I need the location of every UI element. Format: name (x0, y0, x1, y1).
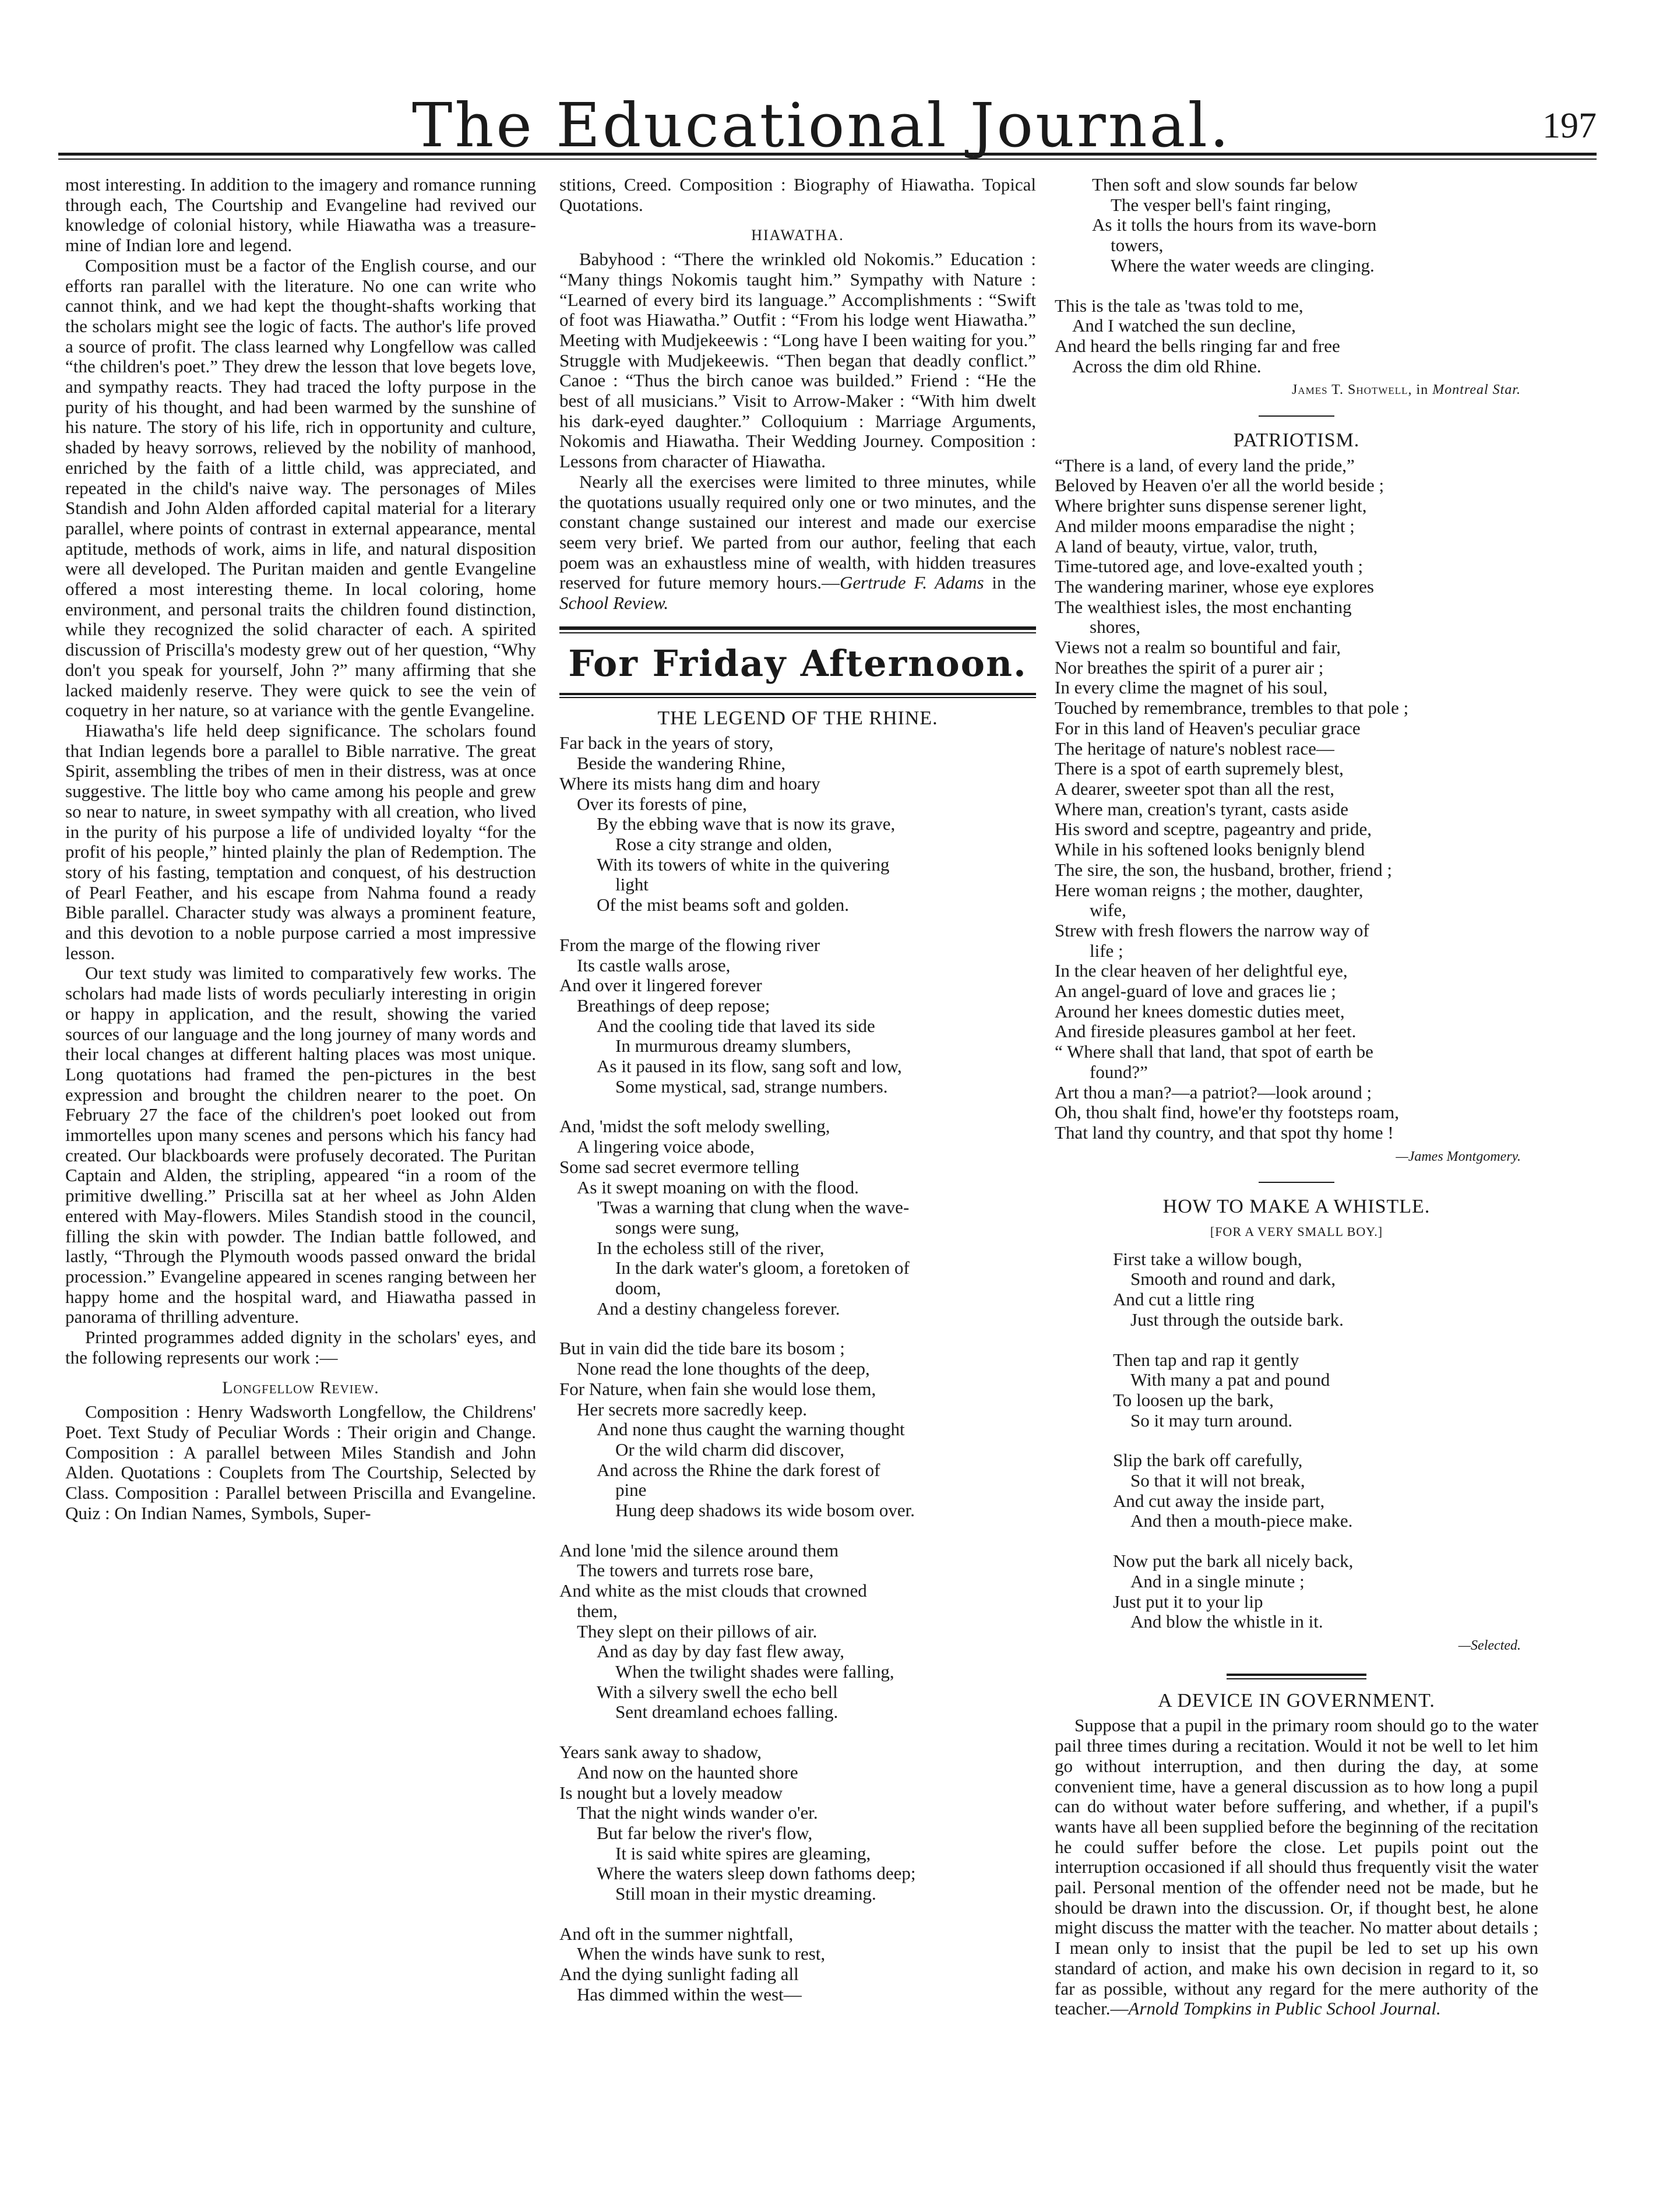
poem-line: Far back in the years of story, (559, 732, 774, 753)
header-rule-thin (58, 158, 1597, 160)
poem-line: And cut a little ring (1113, 1289, 1255, 1310)
poem-line: The sire, the son, the husband, brother, friend ; (1055, 859, 1392, 880)
col2-paragraph-1: stitions, Creed. Composition : Biography of Hiawatha. Topical Quotations. (559, 174, 1036, 215)
poem-line: As it tolls the hours from its wave-born (1092, 214, 1377, 235)
whistle-byline: —Selected. (1458, 1638, 1521, 1653)
poem-line: As it swept moaning on with the flood. (577, 1177, 859, 1197)
poem-line: Has dimmed within the west— (577, 1984, 802, 2005)
poem-line: The heritage of nature's noblest race— (1055, 738, 1334, 759)
section-divider (1227, 1674, 1366, 1679)
poem-line: In the dark water's gloom, a foretoken of (615, 1258, 910, 1278)
poem-line: They slept on their pillows of air. (577, 1621, 818, 1642)
poem-line: And I watched the sun decline, (1072, 315, 1296, 336)
friday-afternoon-banner: For Friday Afternoon. (568, 642, 1027, 685)
poem-line: When the twilight shades were falling, (615, 1661, 894, 1682)
poem-line: And a destiny changeless forever. (597, 1298, 840, 1319)
poem-line: Smooth and round and dark, (1130, 1269, 1336, 1290)
patriotism-poem (1055, 456, 1538, 1143)
device-byline: Arnold Tompkins in Public School Journal. (1128, 1998, 1441, 2019)
poem-line: Sent dreamland echoes falling. (615, 1702, 838, 1723)
poem-line: Is nought but a lovely meadow (559, 1782, 783, 1803)
poem-line: Then soft and slow sounds far below (1092, 174, 1358, 195)
device-text: Suppose that a pupil in the primary room should go to the water pail three times during a recitation. Would it not be well to let him go without interruption, and then during the day, at some convenient time, have a general discussion as to how long a pupil can do without water before suffering, and whether, if a pupil's wants have all been supplied before the beginning of the recitation he could suffer before the close. Let pupils point out the interruption occasioned if all should thus frequently visit the water pail. Personal mention of the offender need not be made, but he should be drawn into the discussion. Or, if thought best, he alone might discuss the matter with the teacher. No matter about details ; I mean only to insist that the pupil be led to set up his own standard of action, and make his own decision in regard to it, so far as possible, without any regard for the mere authority of the teacher.— (1055, 1715, 1538, 2019)
whistle-title: HOW TO MAKE A WHISTLE. (1162, 1196, 1431, 1218)
poem-line: Beloved by Heaven o'er all the world beside ; (1055, 475, 1384, 496)
whistle-subtitle: [FOR A VERY SMALL BOY.] (1210, 1224, 1383, 1239)
poem-line: None read the lone thoughts of the deep, (577, 1358, 870, 1379)
poem-line: His sword and sceptre, pageantry and pride, (1055, 819, 1372, 840)
stanza-gap (559, 1521, 1036, 1541)
poem-line: When the winds have sunk to rest, (577, 1943, 826, 1964)
poem-line: And now on the haunted shore (577, 1762, 798, 1783)
poem-line: By the ebbing wave that is now its grave, (597, 813, 896, 834)
legend-byline (1055, 380, 1521, 400)
poem-line: And heard the bells ringing far and free (1055, 335, 1340, 356)
poem-line: It is said white spires are gleaming, (615, 1843, 871, 1864)
poem-line: Years sank away to shadow, (559, 1742, 762, 1763)
poem-line: A lingering voice abode, (577, 1136, 755, 1157)
masthead (58, 90, 1620, 161)
legend-poem (559, 733, 1036, 2005)
poem-line: And, 'midst the soft melody swelling, (559, 1116, 830, 1137)
poem-line: In murmurous dreamy slumbers, (615, 1035, 851, 1056)
poem-line: From the marge of the flowing river (559, 934, 820, 955)
stanza-gap (559, 1319, 1036, 1339)
poem-line: In every clime the magnet of his soul, (1055, 677, 1328, 698)
poem-line: With its towers of white in the quivering (597, 854, 890, 875)
poem-line: Oh, thou shalt find, howe'er thy footsteps roam, (1055, 1102, 1400, 1123)
poem-line: Beside the wandering Rhine, (577, 753, 786, 774)
poem-line: 'Twas a warning that clung when the wave- (597, 1197, 910, 1218)
stanza-gap (559, 915, 1036, 935)
poem-line: With many a pat and pound (1130, 1369, 1330, 1390)
col2-paragraph-2: Babyhood : “There the wrinkled old Nokomis.” Education : “Many things Nokomis taught him.” Sympathy with Nature : “Learned of every bird its language.” Accomplishments : “Swift of foot was Hiawatha.” Outfit : “From his lodge went Hiawatha.” Meeting with Mudjekeewis : “Long have I been waiting for you.” Struggle with Mudjekeewis. “Then began that deadly conflict.” Canoe : “Thus the birch canoe was builded.” Friend : “He the best of all musicians.” Visit to Arrow-Maker : “With him dwelt his dark-eyed daughter.” Colloquium : Marriage Arguments, Nokomis and Hiawatha. Their Wedding Journey. Composition : Lessons from character of Hiawatha. (559, 249, 1036, 472)
poem-line: Strew with fresh flowers the narrow way of (1055, 920, 1369, 941)
poem-line: There is a spot of earth supremely blest, (1055, 758, 1344, 779)
poem-line: For in this land of Heaven's peculiar grace (1055, 717, 1361, 738)
poem-line: Time-tutored age, and love-exalted youth ; (1055, 556, 1364, 577)
poem-line: And white as the mist clouds that crowned (559, 1580, 867, 1601)
poem-line: The wandering mariner, whose eye explores (1055, 576, 1374, 597)
poem-line: Of the mist beams soft and golden. (597, 894, 850, 915)
poem-line: Where brighter suns dispense serener light, (1055, 495, 1367, 516)
legend-byline-in: in (1412, 382, 1433, 398)
stanza-gap (1113, 1431, 1538, 1450)
stanza-gap (1055, 276, 1538, 296)
poem-line: Slip the bark off carefully, (1113, 1450, 1303, 1471)
poem-line: So that it will not break, (1130, 1470, 1305, 1491)
poem-line: pine (615, 1480, 647, 1501)
poem-line: But far below the river's flow, (597, 1822, 813, 1843)
poem-line: And lone 'mid the silence around them (559, 1540, 839, 1561)
col1-paragraph-6: Composition : Henry Wadsworth Longfellow, the Childrens' Poet. Text Study of Peculiar Words : Their origin and Change. Composition : A parallel between Miles Standish and John Alden. Quotations : Couplets from The Courtship, Selected by Class. Composition : Parallel between Priscilla and Evangeline. Quiz : On Indian Names, Symbols, Super- (65, 1401, 536, 1523)
stanza-gap (1113, 1330, 1538, 1350)
poem-line: And oft in the summer nightfall, (559, 1923, 794, 1944)
poem-line: Just put it to your lip (1113, 1591, 1263, 1612)
poem-line: Across the dim old Rhine. (1072, 355, 1262, 376)
poem-line: shores, (1090, 617, 1140, 637)
poem-line: Around her knees domestic duties meet, (1055, 1001, 1345, 1022)
poem-line: found?” (1090, 1061, 1148, 1082)
hiawatha-heading: HIAWATHA. (751, 227, 844, 244)
poem-line: Touched by remembrance, trembles to that pole ; (1055, 698, 1409, 718)
section-divider (559, 626, 1036, 633)
col1-paragraph-3: Hiawatha's life held deep significance. The scholars found that Indian legends bore a parallel to Bible narrative. The great Spirit, assembling the tribes of men in their distress, was at once suggestive. The little boy who came among his people and grew so near to nature, in sweet sympathy with all creation, who lived in the purity of his purpose a life of undivided loyalty “for the profit of his people,” hinted plainly the plan of Redemption. The story of his fasting, temptation and conquest, of his destruction of Pearl Feather, and his escape from Nahma found a ready Bible parallel. Character study was always a prominent feature, and this devotion to a noble purpose carried a most impressive lesson. (65, 720, 536, 963)
legend-byline-source: Montreal Star. (1432, 382, 1521, 398)
poem-line: Here woman reigns ; the mother, daughter, (1055, 879, 1364, 900)
poem-line: Now put the bark all nicely back, (1113, 1551, 1354, 1572)
poem-line: The towers and turrets rose bare, (577, 1560, 814, 1581)
poem-line: The wealthiest isles, the most enchanting (1055, 596, 1352, 617)
poem-line: life ; (1090, 940, 1123, 961)
poem-line: And milder moons emparadise the night ; (1055, 515, 1355, 536)
poem-line: Its castle walls arose, (577, 954, 731, 975)
poem-line: And none thus caught the warning thought (597, 1419, 905, 1440)
poem-line: Where its mists hang dim and hoary (559, 773, 820, 794)
poem-line: With a silvery swell the echo bell (597, 1681, 838, 1702)
col1-paragraph-4: Our text study was limited to comparatively few works. The scholars had made lists of words peculiarly interesting in origin or happy in application, and the result, showing the varied sources of our language and the long journey of many words and their local changes at different halting places was most unique. Long quotations had framed the pen-pictures in the best expression and brought the children nearer to the poet. On February 27 the face of the children's poet looked out from immortelles upon many scenes and persons which his fancy had created. Our blackboards were profusely decorated. The Puritan Captain and Alden, the stripling, appeared “in a room of the primitive dwelling.” Priscilla sat at her wheel as John Alden entered with May-flowers. Miles Standish stood in the council, filling the skin with powder. The Indian battle followed, and lastly, “Through the Plymouth woods passed onward the bridal procession.” Evangeline appeared in scenes ranging between her happy home and the hospital ward, and Hiawatha passed in panorama of thrilling adventure. (65, 963, 536, 1327)
poem-line: “There is a land, of every land the pride,” (1055, 455, 1355, 475)
column-1 (65, 175, 536, 1523)
poem-line: Over its forests of pine, (577, 793, 747, 814)
poem-line: doom, (615, 1278, 661, 1299)
poem-line: light (615, 874, 649, 895)
poem-line: towers, (1111, 235, 1164, 256)
poem-line: A land of beauty, virtue, valor, truth, (1055, 536, 1318, 556)
device-title: A DEVICE IN GOVERNMENT. (1158, 1689, 1435, 1711)
poem-line: To loosen up the bark, (1113, 1389, 1274, 1410)
poem-line: As it paused in its flow, sang soft and low, (597, 1056, 902, 1077)
poem-line: And fireside pleasures gambol at her feet. (1055, 1021, 1357, 1042)
poem-line: An angel-guard of love and graces lie ; (1055, 981, 1336, 1002)
poem-line: “ Where shall that land, that spot of earth be (1055, 1041, 1373, 1062)
poem-line: And then a mouth-piece make. (1130, 1510, 1353, 1531)
poem-line: So it may turn around. (1130, 1410, 1293, 1431)
poem-line: The vesper bell's faint ringing, (1111, 194, 1331, 215)
poem-line: them, (577, 1600, 618, 1621)
divider (1259, 1182, 1334, 1183)
legend-title: THE LEGEND OF THE RHINE. (657, 707, 938, 729)
poem-line: wife, (1090, 900, 1126, 921)
col2-paragraph-3-author: Gertrude F. Adams (839, 572, 984, 593)
journal-title: The Educational Journal. (412, 90, 1231, 161)
poem-line: Where the water weeds are clinging. (1111, 255, 1375, 276)
poem-line: And over it lingered forever (559, 975, 762, 996)
column-3 (1055, 175, 1538, 2019)
col1-paragraph-1: most interesting. In addition to the imagery and romance running through each, The Courtship and Evangeline had revived our knowledge of colonial history, while Hiawatha was a treasure-mine of Indian lore and legend. (65, 174, 536, 256)
poem-line: And cut away the inside part, (1113, 1490, 1325, 1511)
poem-line: Breathings of deep repose; (577, 995, 770, 1016)
poem-line: Where the waters sleep down fathoms deep; (597, 1863, 916, 1884)
poem-line: But in vain did the tide bare its bosom ; (559, 1338, 845, 1359)
poem-line: In the echoless still of the river, (597, 1237, 825, 1258)
col2-paragraph-3-text: Nearly all the exercises were limited to three minutes, while the quotations usually required only one or two minutes, and the constant change sustained our interest and made our exercise seem very brief. We parted from our author, feeling that each poem was an exhaustless mine of wealth, with hidden treasures reserved for future memory hours.— (559, 471, 1036, 593)
poem-line: For Nature, when fain she would lose them, (559, 1378, 876, 1399)
legend-byline-name: James T. Shotwell, (1292, 382, 1412, 398)
page-number: 197 (1542, 106, 1597, 146)
col1-paragraph-2: Composition must be a factor of the English course, and our efforts ran parallel with the literature. No one can write who cannot think, and we had kept the thought-shafts working that the scholars might see the logic of facts. The author's life proved a source of profit. The class learned why Longfellow was called “the children's poet.” They drew the lesson that love begets love, and sympathy reacts. They had traced the lofty purpose in the purity of his thought, and had been warmed by the sunshine of his nature. The story of his life, rich in opportunity and culture, shaded by heavy sorrows, relieved by the nobility of manhood, enriched by the faith of a little child, was appreciated, and repeated in the child's naive way. The personages of Miles Standish and John Alden afforded capital material for a literary parallel, where points of contrast in external appearance, mental aptitude, methods of work, aims in life, and natural disposition were all developed. The Puritan maiden and gentle Evangeline offered a most interesting theme. In local coloring, home environment, and personal traits the children found distinction, while they recognized the solid character of each. A spirited discussion of Priscilla's modesty grew out of her question, “Why don't you speak for yourself, John ?” many affirming that she lacked maidenly reserve. They were quick to see the vein of coquetry in her nature, so at variance with the gentle Evangeline. (65, 255, 536, 721)
divider (1259, 415, 1334, 417)
poem-line: And as day by day fast flew away, (597, 1641, 844, 1662)
poem-line: Views not a realm so bountiful and fair, (1055, 637, 1341, 658)
stanza-gap (559, 1904, 1036, 1924)
header-rule (58, 153, 1597, 156)
poem-line: Rose a city strange and olden, (615, 833, 832, 854)
poem-line: Then tap and rap it gently (1113, 1349, 1299, 1370)
patriotism-byline: —James Montgomery. (1396, 1149, 1521, 1164)
patriotism-title: PATRIOTISM. (1233, 429, 1360, 452)
poem-line: That land thy country, and that spot thy home ! (1055, 1122, 1394, 1143)
stanza-gap (559, 1723, 1036, 1742)
column-2 (559, 175, 1036, 2005)
stanza-gap (559, 1097, 1036, 1116)
poem-line: And in a single minute ; (1130, 1570, 1305, 1591)
poem-line: Or the wild charm did discover, (615, 1439, 845, 1460)
poem-line: Some sad secret evermore telling (559, 1156, 799, 1177)
poem-line: In the clear heaven of her delightful eye, (1055, 960, 1348, 981)
stanza-gap (1113, 1531, 1538, 1551)
poem-line: Still moan in their mystic dreaming. (615, 1883, 876, 1904)
poem-line: And the cooling tide that laved its side (597, 1015, 875, 1036)
whistle-poem (1055, 1249, 1538, 1632)
poem-line: Art thou a man?—a patriot?—look around ; (1055, 1082, 1372, 1103)
poem-line: Where man, creation's tyrant, casts aside (1055, 798, 1348, 819)
col2-paragraph-3-in: in the (984, 572, 1036, 593)
poem-line: And across the Rhine the dark forest of (597, 1459, 880, 1480)
poem-line: That the night winds wander o'er. (577, 1802, 818, 1823)
poem-line: Her secrets more sacredly keep. (577, 1399, 808, 1420)
longfellow-review-heading: Longfellow Review. (222, 1378, 379, 1398)
poem-line: And blow the whistle in it. (1130, 1611, 1323, 1632)
poem-line: And the dying sunlight fading all (559, 1964, 799, 1985)
poem-line: A dearer, sweeter spot than all the rest, (1055, 778, 1334, 799)
poem-line: Hung deep shadows its wide bosom over. (615, 1500, 915, 1521)
poem-line: First take a willow bough, (1113, 1248, 1302, 1269)
poem-line: This is the tale as 'twas told to me, (1055, 295, 1303, 316)
poem-line: While in his softened looks benignly blend (1055, 839, 1365, 860)
banner-rule (559, 693, 1036, 698)
col1-paragraph-5: Printed programmes added dignity in the scholars' eyes, and the following represents our work :— (65, 1327, 536, 1368)
legend-poem-continued (1055, 175, 1538, 376)
col2-paragraph-3 (559, 472, 1036, 614)
col2-paragraph-3-source: School Review. (559, 593, 669, 614)
poem-line: Nor breathes the spirit of a purer air ; (1055, 657, 1324, 678)
poem-line: Just through the outside bark. (1130, 1309, 1344, 1330)
poem-line: songs were sung, (615, 1217, 739, 1238)
device-paragraph (1055, 1716, 1538, 2019)
poem-line: Some mystical, sad, strange numbers. (615, 1076, 888, 1097)
